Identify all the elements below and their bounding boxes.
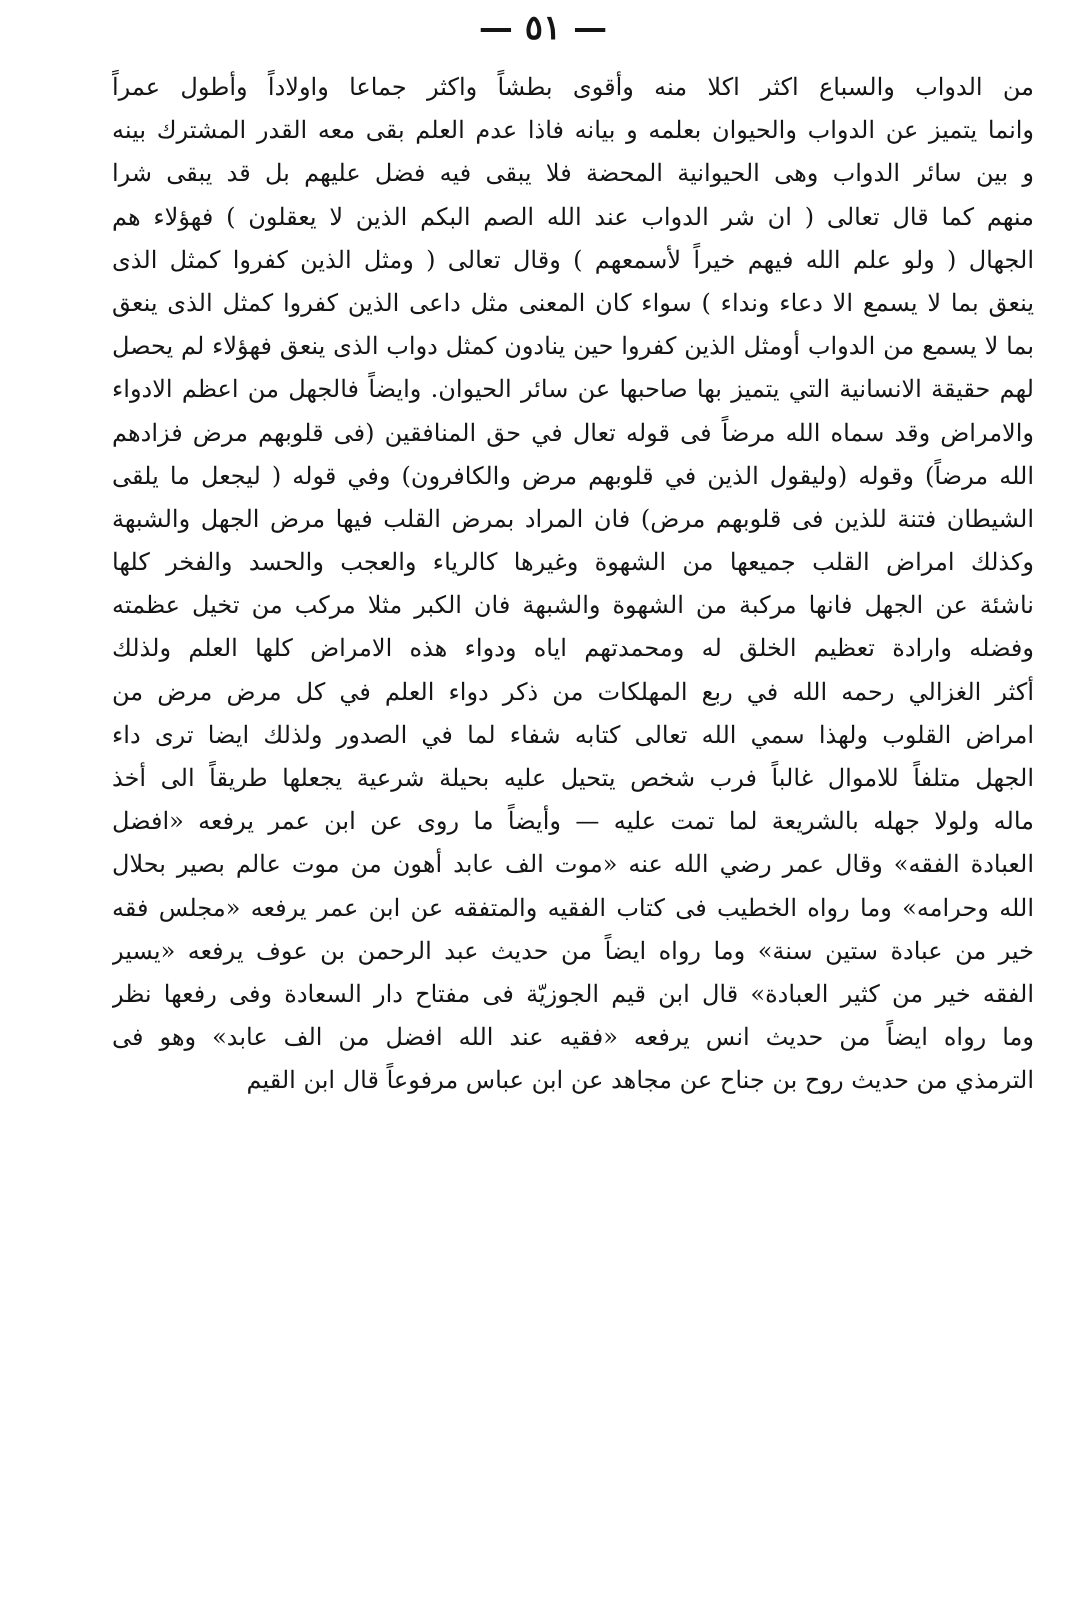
page-number: — ٥١ — xyxy=(478,8,608,48)
text-line: ماله ولولا جهله بالشريعة لما تمت عليه — وأيضاً ما روى عن ابن عمر يرفعه «افضل xyxy=(112,807,1034,836)
text-line: أكثر الغزالي رحمه الله في ربع المهلكات من ذكر دواء العلم في كل مرض مرض من xyxy=(112,677,1034,706)
text-line: العبادة الفقه» وقال عمر رضي الله عنه «موت الف عابد أهون من موت عالم بصير بحلال xyxy=(112,850,1034,879)
text-line: الفقه خير من كثير العبادة» قال ابن قيم الجوزيّة فى مفتاح دار السعادة وفى رفعها نظر xyxy=(112,979,1034,1008)
text-line: الشيطان فتنة للذين فى قلوبهم مرض) فان المراد بمرض القلب فيها مرض الجهل والشبهة xyxy=(112,504,1034,533)
text-line: وكذلك امراض القلب جميعها من الشهوة وغيرها كالرياء والعجب والحسد والفخر كلها xyxy=(112,548,1034,577)
body-text xyxy=(112,66,1034,1506)
text-line: الجهال ( ولو علم الله فيهم خيراً لأسمعهم ) وقال تعالى ( ومثل الذين كفروا كمثل الذى xyxy=(112,245,1034,274)
text-line: والامراض وقد سماه الله مرضاً فى قوله تعال في حق المنافقين (فى قلوبهم مرض فزادهم xyxy=(112,418,1034,447)
text-line: وما رواه ايضاً من حديث انس يرفعه «فقيه عند الله افضل من الف عابد» وهو فى xyxy=(112,1023,1034,1052)
text-line: الترمذي من حديث روح بن جناح عن مجاهد عن ابن عباس مرفوعاً قال ابن القيم xyxy=(246,1066,1034,1095)
text-line: الله مرضاً) وقوله (وليقول الذين في قلوبهم مرض والكافرون) وفي قوله ( ليجعل ما يلقى xyxy=(112,461,1034,490)
text-line: ينعق بما لا يسمع الا دعاء ونداء ) سواء كان المعنى مثل داعى الذين كفروا كمثل الذى ينعق xyxy=(112,288,1034,317)
text-line: الجهل متلفاً للاموال غالباً فرب شخص يتحيل عليه بحيلة شرعية يجعلها طريقاً الى أخذ xyxy=(112,764,1034,792)
text-line: ناشئة عن الجهل فانها مركبة من الشهوة والشبهة فان الكبر مثلا مركب من تخيل عظمته xyxy=(112,591,1034,620)
text-line: امراض القلوب ولهذا سمي الله تعالى كتابه شفاء لما في الصدور ولذلك ايضا ترى داء xyxy=(112,720,1034,749)
text-line: لهم حقيقة الانسانية التي يتميز بها صاحبها عن سائر الحيوان. وايضاً فالجهل من اعظم الادواء xyxy=(112,375,1034,404)
text-line: وانما يتميز عن الدواب والحيوان بعلمه و بيانه فاذا عدم العلم بقى معه القدر المشترك بينه xyxy=(112,116,1034,145)
text-line: خير من عبادة ستين سنة» وما رواه ايضاً من حديث عبد الرحمن بن عوف يرفعه «يسير xyxy=(112,936,1034,965)
text-line: الله وحرامه» وما رواه الخطيب فى كتاب الفقيه والمتفقه عن ابن عمر يرفعه «مجلس فقه xyxy=(112,893,1034,922)
text-line: بما لا يسمع من الدواب أومثل الذين كفروا حين ينادون كمثل دواب الذى ينعق فهؤلاء لم يحصل xyxy=(112,332,1034,361)
text-line: وفضله وارادة تعظيم الخلق له ومحمدتهم اياه ودواء هذه الامراض كلها العلم ولذلك xyxy=(112,634,1034,663)
text-line: و بين سائر الدواب وهى الحيوانية المحضة فلا يبقى فيه فضل عليهم بل قد يبقى شرا xyxy=(112,159,1034,188)
text-line: منهم كما قال تعالى ( ان شر الدواب عند الله الصم البكم الذين لا يعقلون ) فهؤلاء هم xyxy=(112,202,1034,231)
text-line: من الدواب والسباع اكثر اكلا منه وأقوى بطشاً واكثر جماعا واولاداً وأطول عمراً xyxy=(112,73,1034,101)
